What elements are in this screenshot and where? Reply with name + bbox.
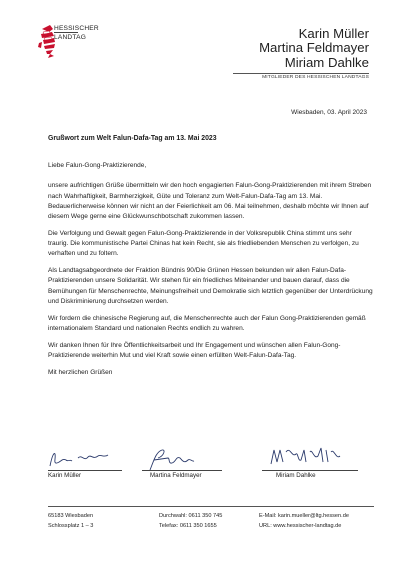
address-line: 65183 Wiesbaden <box>48 513 94 519</box>
member-name: Miriam Dahlke <box>284 54 369 70</box>
footer-contact <box>259 512 349 531</box>
footer-address <box>48 512 93 531</box>
paragraph: Als Landtagsabgeordnete der Fraktion Bündnis 90/Die Grünen Hessen bekunden wir allen Falun-Dafa-Praktizierenden unsere Solidarität. Wir stehen für ein friedliches Miteinander und bauen darauf, dass die Bemühungen für Menschenrechte, Meinungsfreiheit und Demokratie sich letztlich gegenüber der Unterdrückung und Diskriminierung durchsetzen werden. <box>48 267 373 306</box>
org-name-line1: HESSISCHER <box>54 25 99 32</box>
header-rule <box>233 73 369 74</box>
member-names <box>259 27 369 70</box>
phone-line: Telefax: 0611 350 1655 <box>159 522 217 529</box>
signature-line <box>48 470 122 471</box>
signature-miriam-dahlke <box>268 444 344 470</box>
paragraph: unsere aufrichtigen Grüße übermitteln wir den hoch engagierten Falun-Gong-Praktizierenden mit ihrem Streben nach Wahrhaftigkeit, Barmherzigkeit, Güte und Toleranz zum Welt-Falun-Dafa-Tag am 13. Mai. Bedauerlicherweise können wir nicht an der Feierlichkeit am 06. Mai teilnehmen, deshalb möchte wir Ihnen auf diesem Wege gerne eine Glückwunschbotschaft zukommen lassen. <box>48 182 372 221</box>
footer-rule <box>48 506 374 507</box>
member-name: Martina Feldmayer <box>259 40 369 56</box>
org-divider <box>54 32 78 33</box>
signature-name: Karin Müller <box>48 472 82 479</box>
closing: Mit herzlichen Grüßen <box>48 368 113 376</box>
paragraph: Wir fordern die chinesische Regierung auf, die Menschenrechte auch der Falun Gong-Praktizierenden gemäß internationalem Standard und nationalen Rechts endlich zu wahren. <box>48 314 366 333</box>
url-line: URL: www.hessischer-landtag.de <box>259 522 342 529</box>
phone-line: Durchwahl: 0611 350 745 <box>159 513 223 519</box>
place-date: Wiesbaden, 03. April 2023 <box>291 109 367 116</box>
footer-phones <box>159 512 222 531</box>
signature-line <box>142 470 222 471</box>
org-name <box>54 25 99 41</box>
signature-name: Martina Feldmayer <box>150 472 202 479</box>
letter-body <box>48 161 374 384</box>
signature-karin-mueller <box>48 448 110 470</box>
letter-subject: Grußwort zum Welt Falun-Dafa-Tag am 13. Mai 2023 <box>48 135 217 142</box>
signature-line <box>262 470 358 471</box>
salutation: Liebe Falun-Gong-Praktizierende, <box>48 162 147 169</box>
member-name: Karin Müller <box>298 26 369 41</box>
email-line: E-Mail: karin.mueller@ltg.hessen.de <box>259 513 349 519</box>
signature-name: Miriam Dahlke <box>276 472 316 479</box>
address-line: Schlossplatz 1 – 3 <box>48 522 94 529</box>
paragraph: Die Verfolgung und Gewalt gegen Falun-Gong-Praktizierende in der Volksrepublik China stimmt uns sehr traurig. Die kommunistische Partei Chinas hat kein Recht, sie als friedliebenden Menschen zu verfolgen, zu verhaften und zu foltern. <box>48 229 359 258</box>
paragraph: Wir danken Ihnen für Ihre Öffentlichkeitsarbeit und Ihr Engagement und wünschen allen Falun-Gong-Praktizierende weiterhin Mut und viel Kraft sowie einen erfüllten Welt-Falun-Dafa-Tag. <box>48 341 341 360</box>
member-subtitle: MITGLIEDER DES HESSISCHEN LANDTAGS <box>262 75 369 80</box>
org-name-line2: LANDTAG <box>54 33 87 41</box>
